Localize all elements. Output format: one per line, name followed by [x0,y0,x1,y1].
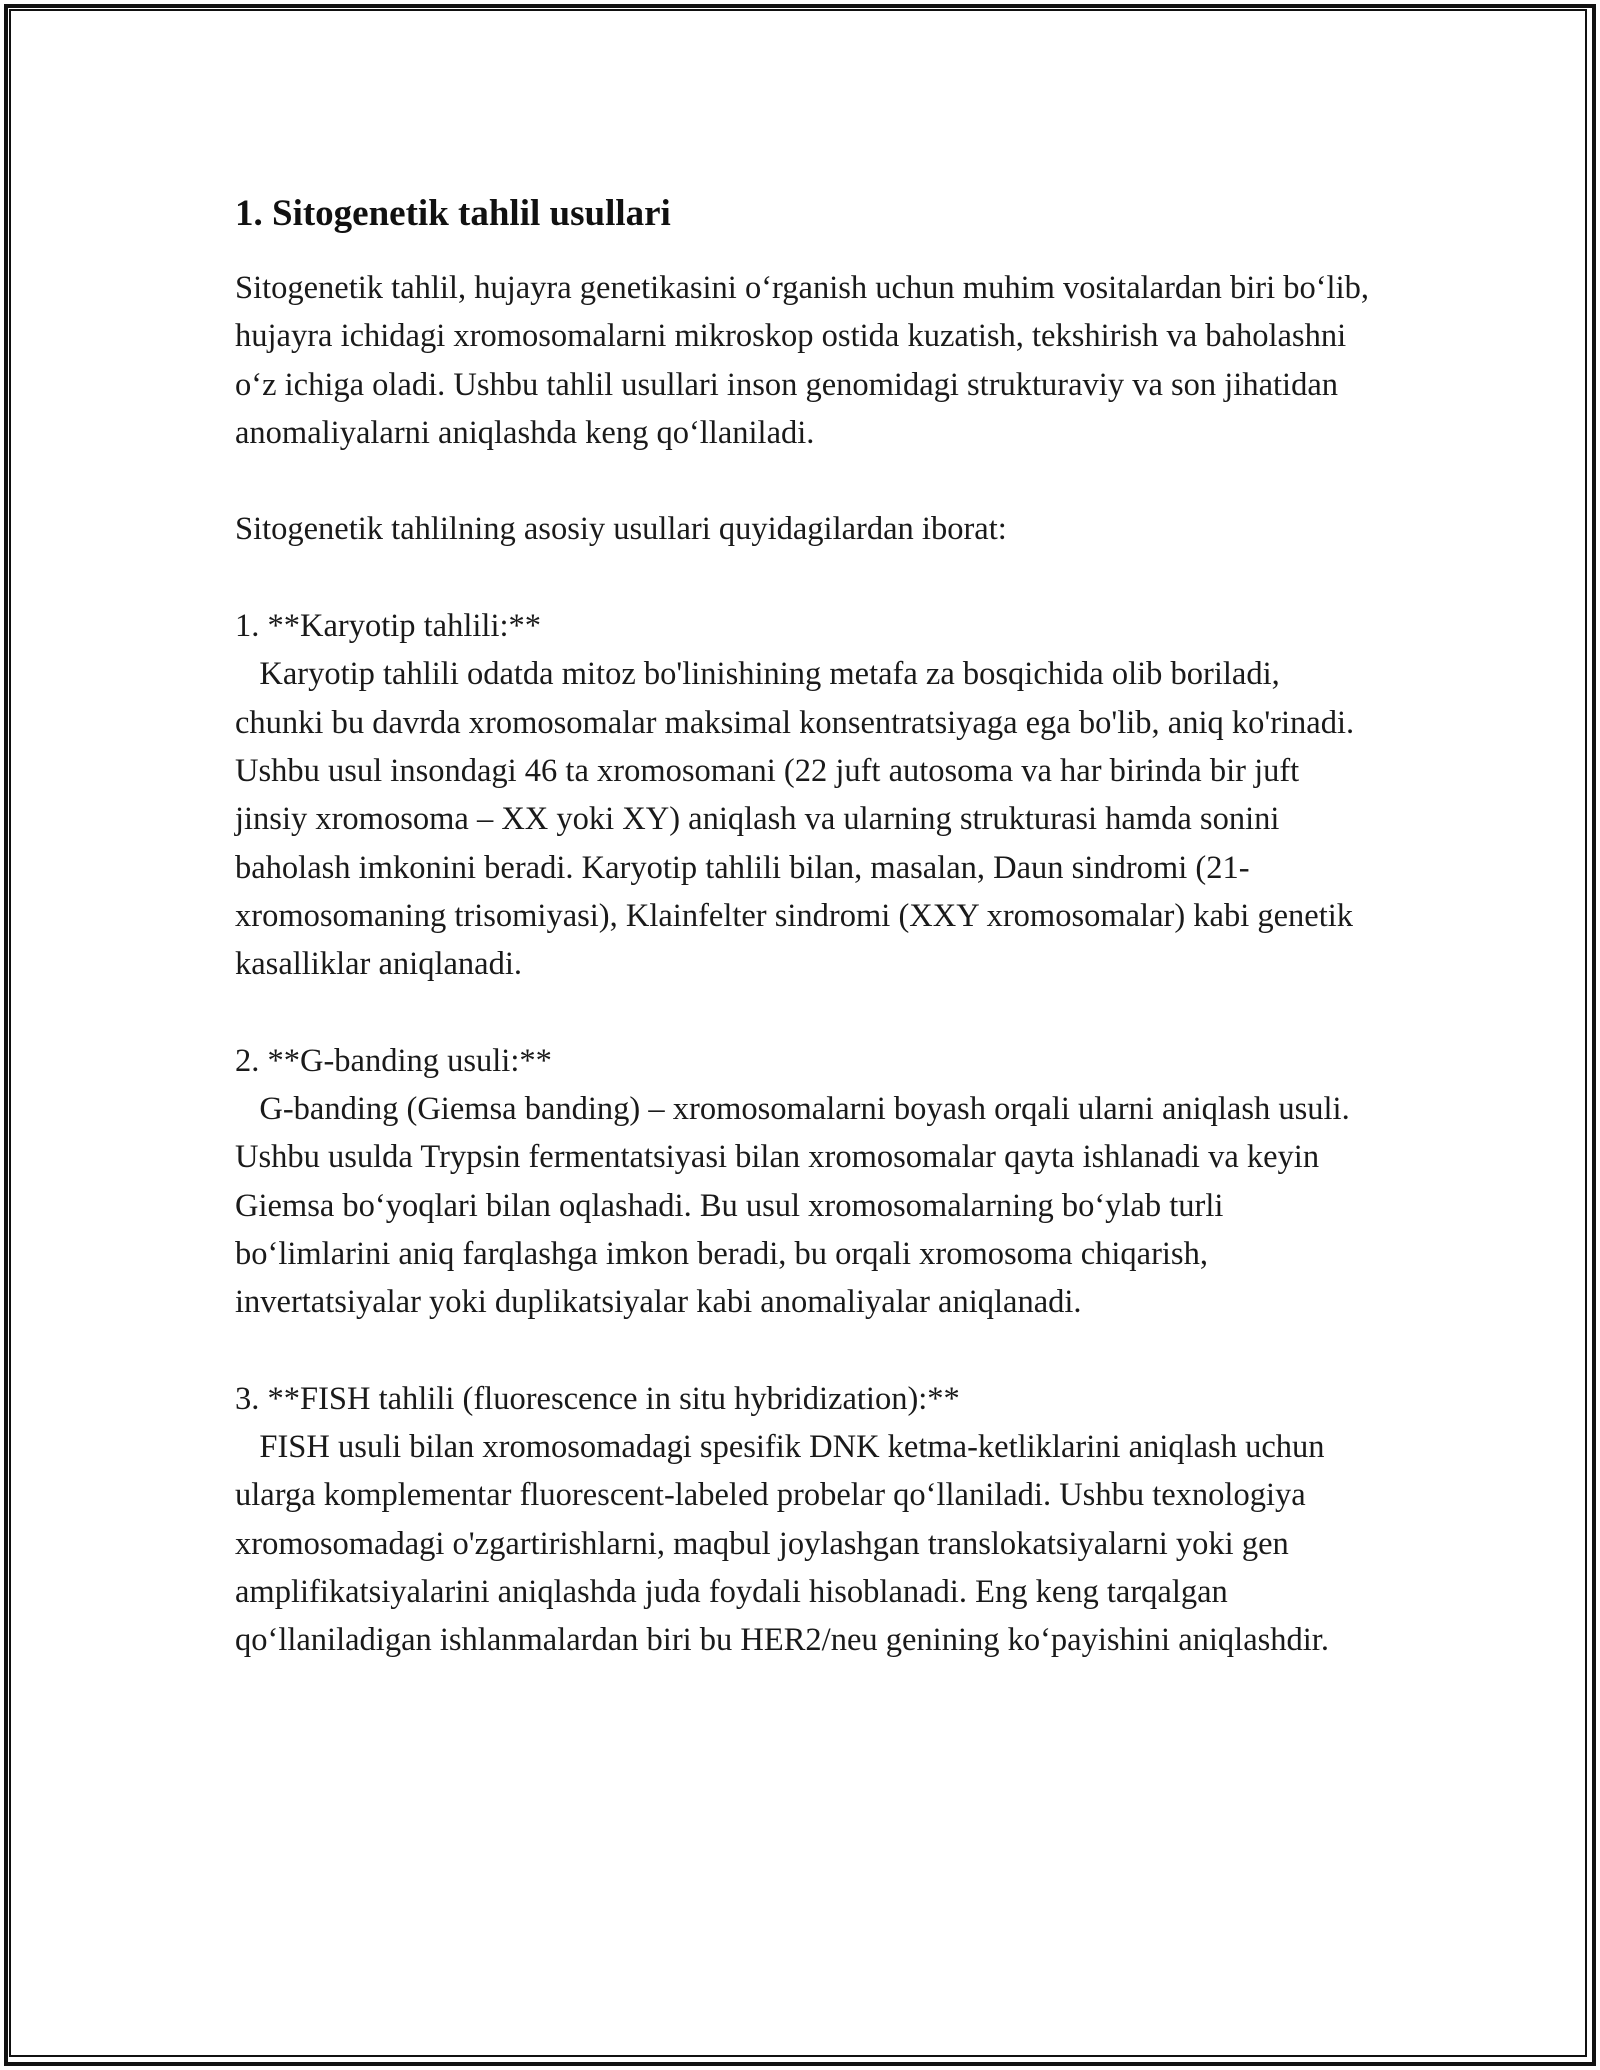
method-heading-karyotype: 1. **Karyotip tahlili:** [235,608,542,645]
method-body-fish: FISH usuli bilan xromosomadagi spesifik DNK ketma-ketliklarini aniqlash uchun ularga komplementar fluorescent-labeled probelar qo‘llaniladi. Ushbu texnologiya xromosomadagi o'zgartirishlarni, maqbul joylashgan translokatsiyalarni yoki gen amplifikatsiyalarini aniqlashda juda foydali hisoblanadi. Eng keng tarqalgan qo‘llaniladigan ishlanmalardan biri bu HER2/neu genining ko‘payishini aniqlashdir. [235,1429,1333,1659]
method-heading-fish: 3. **FISH tahlili (fluorescence in situ hybridization):** [235,1380,960,1417]
spacer [235,457,1375,505]
method-heading-g-banding: 2. **G-banding usuli:** [235,1042,552,1079]
spacer [235,1327,1375,1375]
spacer [235,554,1375,602]
intro-paragraph: Sitogenetik tahlil, hujayra genetikasini o‘rganish uchun muhim vositalardan biri bo‘lib, hujayra ichidagi xromosomalarni mikroskop ostida kuzatish, tekshirish va baholashni o‘z ichiga oladi. Ushbu tahlil usullari inson genomidagi strukturaviy va son jihatidan anomaliyalarni aniqlashda keng qo‘llaniladi. [235,270,1378,451]
spacer [235,242,1375,264]
lead-paragraph: Sitogenetik tahlilning asosiy usullari quyidagilardan iborat: [235,511,1007,548]
method-body-g-banding: G-banding (Giemsa banding) – xromosomalarni boyash orqali ularni aniqlash usuli. Ushbu usulda Trypsin fermentatsiyasi bilan xromosomalar qayta ishlanadi va keyin Giemsa bo‘yoqlari bilan oqlashadi. Bu usul xromosomalarning bo‘ylab turli bo‘limlarini aniq farqlashga imkon beradi, bu orqali xromosoma chiqarish, invertatsiyalar yoki duplikatsiyalar kabi anomaliyalar aniqlanadi. [235,1091,1358,1321]
spacer [235,988,1375,1036]
section-title: 1. Sitogenetik tahlil usullari [235,193,671,234]
document-body [235,186,1378,1665]
method-body-karyotype: Karyotip tahlili odatda mitoz bo'linishining metafa za bosqichida olib boriladi, chunki bu davrda xromosomalar maksimal konsentratsiyaga ega bo'lib, aniq ko'rinadi. Ushbu usul insondagi 46 ta xromosomani (22 juft autosoma va har birinda bir juft jinsiy xromosoma – XX yoki XY) aniqlash va ularning strukturasi hamda sonini baholash imkonini beradi. Karyotip tahlili bilan, masalan, Daun sindromi (21-xromosomaning trisomiyasi), Klainfelter sindromi (XXY xromosomalar) kabi genetik kasalliklar aniqlanadi. [235,656,1363,983]
